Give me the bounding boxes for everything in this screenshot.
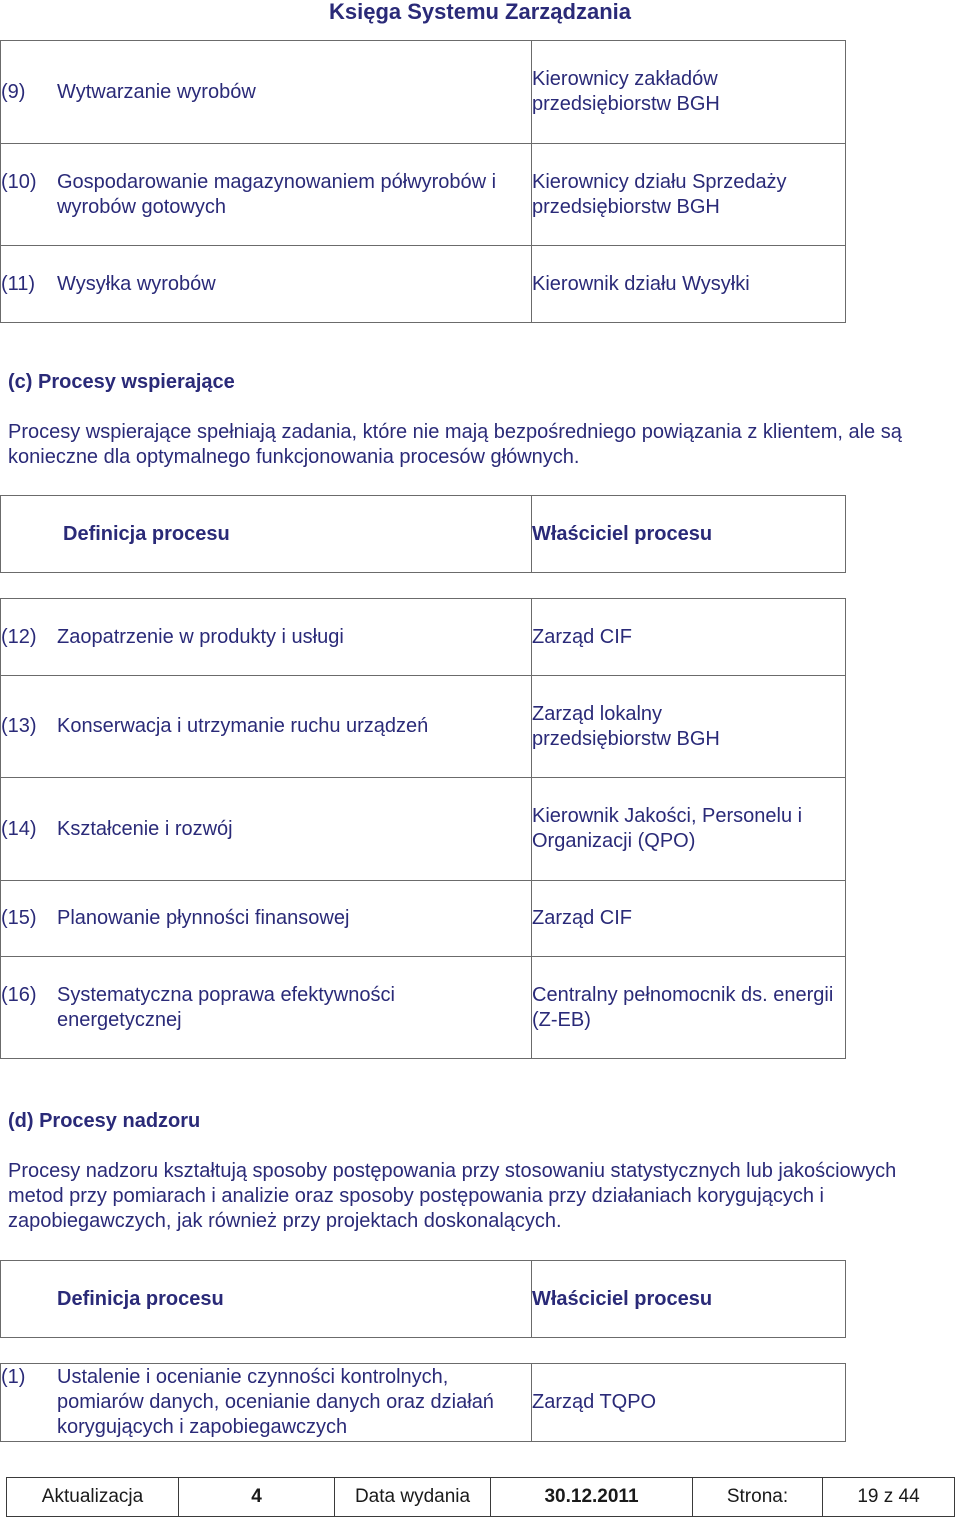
table-row (1, 246, 846, 323)
date-label: Data wydania (335, 1478, 491, 1517)
date-value: 30.12.2011 (491, 1478, 693, 1517)
process-definition: Konserwacja i utrzymanie ruchu urządzeń (57, 715, 429, 737)
table-row (1, 778, 846, 881)
process-number: (9) (1, 80, 26, 103)
process-owner: Zarząd CIF (532, 881, 846, 957)
process-definition: Gospodarowanie magazynowaniem półwyrobów i wyrobów gotowych (57, 170, 497, 218)
process-owner: Zarząd CIF (532, 599, 846, 676)
process-definition: Systematyczna poprawa efektywności energetycznej (57, 983, 395, 1031)
process-owner: Zarząd TQPO (532, 1364, 846, 1442)
process-table-d (0, 1363, 846, 1442)
table-row (1, 599, 846, 676)
update-value: 4 (179, 1478, 335, 1517)
process-number: (11) (1, 272, 36, 295)
section-heading-d: (d) Procesy nadzoru (8, 1110, 201, 1132)
column-header-definition: Definicja procesu (1, 1261, 532, 1338)
table-row (1, 41, 846, 144)
process-header-c (0, 495, 846, 573)
section-paragraph-d: Procesy nadzoru kształtują sposoby postępowania przy stosowaniu statystycznych lub jakościowych metod przy pomiarach i analizie oraz sposoby postępowania przy działaniach korygujących i zapobiegawczych, jak również przy projektach doskonalących. (8, 1160, 897, 1232)
process-number: (16) (1, 983, 37, 1006)
process-table-c (0, 598, 846, 1059)
process-number: (13) (1, 715, 37, 737)
process-owner: Kierownik działu Wysyłki (532, 246, 846, 323)
document-footer (6, 1477, 955, 1517)
process-owner: Kierownicy zakładów przedsiębiorstw BGH (532, 41, 846, 144)
process-definition: Zaopatrzenie w produkty i usługi (57, 625, 344, 648)
process-number: (1) (1, 1366, 26, 1388)
process-owner: Kierownicy działu Sprzedaży przedsiębiorstw BGH (532, 144, 846, 246)
process-number: (12) (1, 625, 37, 648)
process-table-top (0, 40, 846, 323)
process-definition: Wysyłka wyrobów (57, 272, 216, 295)
process-header-d (0, 1260, 846, 1338)
process-number: (15) (1, 907, 37, 929)
process-owner: Kierownik Jakości, Personelu i Organizacji (QPO) (532, 778, 846, 881)
table-row (1, 144, 846, 246)
column-header-definition: Definicja procesu (1, 496, 532, 573)
table-row (1, 676, 846, 778)
table-row (1, 957, 846, 1059)
section-heading-c: (c) Procesy wspierające (8, 371, 235, 393)
process-definition: Ustalenie i ocenianie czynności kontrolnych, pomiarów danych, ocenianie danych oraz działań korygujących i zapobiegawczych (57, 1366, 494, 1438)
process-definition: Wytwarzanie wyrobów (57, 80, 256, 103)
process-owner: Centralny pełnomocnik ds. energii (Z-EB) (532, 957, 846, 1059)
process-definition: Planowanie płynności finansowej (57, 907, 350, 929)
column-header-owner: Właściciel procesu (532, 1261, 846, 1338)
section-paragraph-c: Procesy wspierające spełniają zadania, które nie mają bezpośredniego powiązania z klientem, ale są konieczne dla optymalnego funkcjonowania procesów głównych. (8, 421, 902, 468)
page-label: Strona: (693, 1478, 823, 1517)
page-value: 19 z 44 (823, 1478, 955, 1517)
process-number: (14) (1, 817, 37, 840)
process-number: (10) (1, 170, 37, 193)
process-definition: Kształcenie i rozwój (57, 817, 233, 840)
table-row (1, 1364, 846, 1442)
column-header-owner: Właściciel procesu (532, 496, 846, 573)
update-label: Aktualizacja (7, 1478, 179, 1517)
process-owner: Zarząd lokalny przedsiębiorstw BGH (532, 676, 846, 778)
table-row (1, 881, 846, 957)
page-title: Księga Systemu Zarządzania (328, 0, 631, 24)
